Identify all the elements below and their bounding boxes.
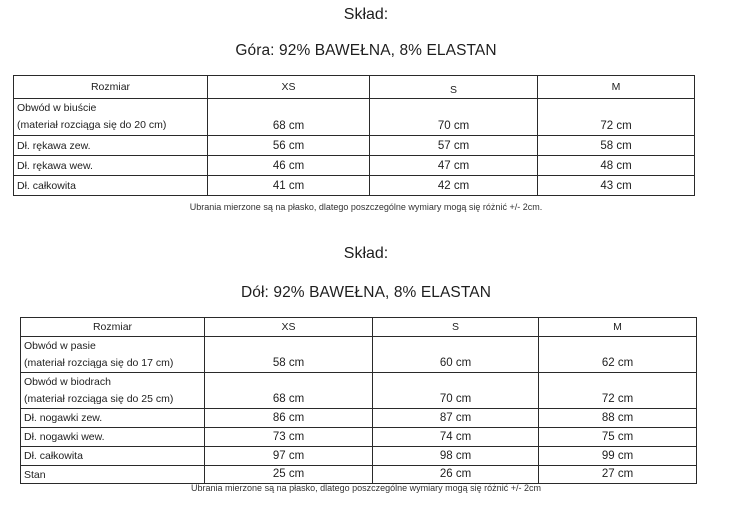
cell-m: 48 cm — [538, 156, 695, 176]
row-label: Dł. rękawa wew. — [14, 156, 208, 176]
header-s: S — [370, 76, 538, 99]
cell-xs: 25 cm — [205, 466, 373, 484]
cell-s: 70 cm — [373, 373, 539, 409]
cell-m: 75 cm — [539, 428, 697, 447]
header-xs: XS — [208, 76, 370, 99]
cell-s: 47 cm — [370, 156, 538, 176]
header-size-label: Rozmiar — [14, 76, 208, 99]
table-row — [14, 176, 695, 196]
row-label: Dł. nogawki zew. — [21, 409, 205, 428]
cell-s: 87 cm — [373, 409, 539, 428]
row-label-main: Obwód w biodrach — [24, 376, 111, 388]
cell-xs: 41 cm — [208, 176, 370, 196]
table-header-row — [21, 318, 697, 337]
header-m: M — [538, 76, 695, 99]
header-s: S — [373, 318, 539, 337]
cell-m: 72 cm — [538, 99, 695, 136]
cell-s: 74 cm — [373, 428, 539, 447]
row-label — [14, 99, 208, 136]
header-size-label: Rozmiar — [21, 318, 205, 337]
bottom-heading: Skład: — [343, 245, 389, 262]
cell-m: 43 cm — [538, 176, 695, 196]
cell-xs: 68 cm — [205, 373, 373, 409]
bottom-size-table — [20, 317, 697, 484]
cell-m: 99 cm — [539, 447, 697, 466]
row-label: Dł. rękawa zew. — [14, 136, 208, 156]
row-label — [21, 337, 205, 373]
top-size-table — [13, 75, 695, 196]
cell-s: 98 cm — [373, 447, 539, 466]
row-label-note: (materiał rozciąga się do 17 cm) — [24, 357, 174, 369]
row-label-note: (materiał rozciąga się do 25 cm) — [24, 393, 174, 405]
cell-xs: 56 cm — [208, 136, 370, 156]
cell-s: 60 cm — [373, 337, 539, 373]
cell-m: 58 cm — [538, 136, 695, 156]
header-m: M — [539, 318, 697, 337]
table-row — [21, 409, 697, 428]
cell-xs: 97 cm — [205, 447, 373, 466]
bottom-composition: Dół: 92% BAWEŁNA, 8% ELASTAN — [240, 284, 492, 301]
row-label-main: Obwód w biuście — [17, 102, 97, 114]
table-row — [21, 373, 697, 409]
cell-m: 88 cm — [539, 409, 697, 428]
table-row — [14, 99, 695, 136]
cell-m: 62 cm — [539, 337, 697, 373]
cell-xs: 86 cm — [205, 409, 373, 428]
cell-m: 27 cm — [539, 466, 697, 484]
row-label-note: (materiał rozciąga się do 20 cm) — [17, 119, 167, 131]
top-composition: Góra: 92% BAWEŁNA, 8% ELASTAN — [235, 42, 497, 59]
cell-s: 26 cm — [373, 466, 539, 484]
table-row — [21, 337, 697, 373]
row-label: Dł. całkowita — [14, 176, 208, 196]
row-label: Dł. całkowita — [21, 447, 205, 466]
cell-m: 72 cm — [539, 373, 697, 409]
table-row — [14, 136, 695, 156]
row-label: Stan — [21, 466, 205, 484]
table-row — [14, 156, 695, 176]
cell-xs: 58 cm — [205, 337, 373, 373]
cell-xs: 68 cm — [208, 99, 370, 136]
header-xs: XS — [205, 318, 373, 337]
bottom-measurement-note: Ubrania mierzone są na płasko, dlatego poszczególne wymiary mogą się różnić +/- 2cm — [191, 483, 541, 493]
table-header-row — [14, 76, 695, 99]
row-label-main: Obwód w pasie — [24, 340, 96, 352]
cell-s: 42 cm — [370, 176, 538, 196]
top-measurement-note: Ubrania mierzone są na płasko, dlatego poszczególne wymiary mogą się różnić +/- 2cm. — [189, 202, 543, 212]
top-heading: Skład: — [343, 6, 389, 23]
cell-s: 70 cm — [370, 99, 538, 136]
table-row — [21, 428, 697, 447]
cell-s: 57 cm — [370, 136, 538, 156]
row-label — [21, 373, 205, 409]
table-row — [21, 447, 697, 466]
table-row — [21, 466, 697, 484]
cell-xs: 46 cm — [208, 156, 370, 176]
row-label: Dł. nogawki wew. — [21, 428, 205, 447]
cell-xs: 73 cm — [205, 428, 373, 447]
